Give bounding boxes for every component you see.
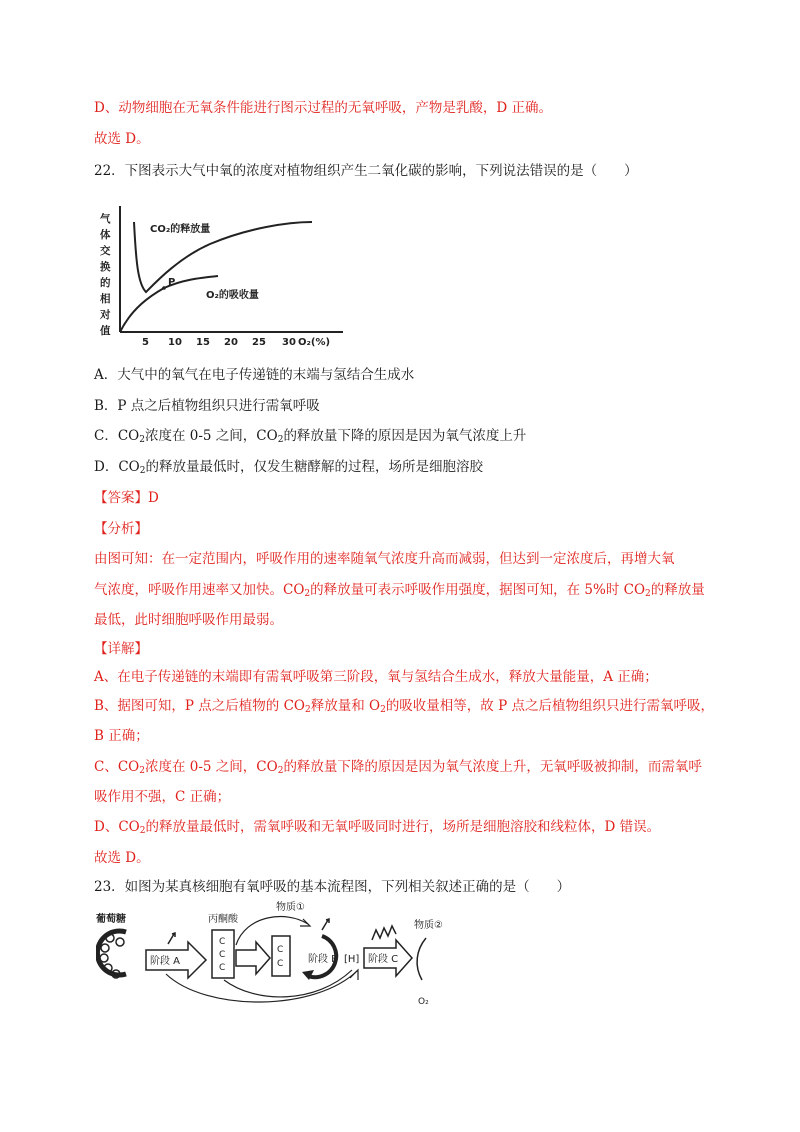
q22-detail-d: D、$CO_2$的释放量最低时，需氧呼吸和无氧呼吸同时进行，场所是细胞溶胶和线粒体，D 错误。 — [94, 819, 661, 836]
glucose-circle — [116, 938, 124, 946]
q23-figure — [96, 900, 456, 1010]
point-p — [162, 286, 166, 290]
prev-option-d-explanation: D、动物细胞在无氧条件能进行图示过程的无氧呼吸，产物是乳酸，D 正确。 — [94, 100, 552, 116]
q22-option-d: D．$CO_2$的释放量最低时，仅发生糖酵解的过程，场所是细胞溶胶 — [94, 459, 483, 476]
stage-a-spark — [168, 933, 175, 944]
q22-analysis-line3: 最低，此时细胞呼吸作用最弱。 — [94, 612, 283, 628]
stage-a-label: 阶段 A — [150, 956, 181, 967]
q22-conclusion: 故选 D。 — [94, 850, 150, 866]
glucose-circle — [100, 954, 108, 962]
h-label: [H] — [344, 954, 360, 965]
q22-detail-label: 【详解】 — [94, 641, 148, 657]
x-tick-label: 10 — [168, 337, 182, 348]
carbon-c: C — [277, 945, 284, 955]
q22-detail-a: A、在电子传递链的末端即有需氧呼吸第三阶段，氧与氢结合生成水，释放大量能量，A 正确； — [94, 669, 658, 685]
glucose-circle — [101, 944, 109, 952]
q22-analysis-line2: 气浓度，呼吸作用速率又加快。$CO_2$的释放量可表示呼吸作用强度，据图可知，在 5%时 $CO_2$的释放量 — [94, 582, 705, 599]
q22-option-c: C．$CO_2$浓度在 0-5 之间，$CO_2$的释放量下降的原因是因为氧气浓度上升 — [94, 428, 527, 445]
substance2-label: 物质② — [414, 920, 443, 931]
q22-detail-b: B、据图可知，P 点之后植物的 $CO_2$释放量和 $O_2$的吸收量相等，故 P 点之后植物组织只进行需氧呼吸， — [94, 698, 714, 715]
y-axis-label — [99, 212, 111, 337]
y-label-char: 换 — [100, 261, 111, 273]
q22-analysis-label: 【分析】 — [94, 521, 148, 537]
o2-label: O₂ — [418, 997, 429, 1007]
y-label-char: 的 — [100, 277, 111, 289]
y-label-char: 体 — [100, 229, 111, 241]
q22-detail-c-cont: 吸作用不强，C 正确； — [94, 789, 231, 805]
q22-stem: 22．下图表示大气中氧的浓度对植物组织产生二氧化碳的影响，下列说法错误的是（ ） — [94, 163, 638, 179]
x-axis-unit: O₂(%) — [298, 337, 331, 348]
point-p-label: P — [168, 277, 176, 288]
carbon-c: C — [219, 937, 226, 947]
glucose-label: 葡萄糖 — [96, 914, 126, 925]
substance2-curve — [417, 938, 426, 980]
x-tick-label: 20 — [224, 337, 238, 348]
y-label-char: 对 — [100, 309, 111, 321]
q22-option-b: B．P 点之后植物组织只进行需氧呼吸 — [94, 398, 320, 414]
x-tick-label: 15 — [196, 337, 210, 348]
stage-c-sparks — [372, 926, 396, 940]
q22-analysis-line1: 由图可知：在一定范围内，呼吸作用的速率随氧气浓度升高而减弱，但达到一定浓度后，再增大氧 — [94, 551, 675, 567]
co2-curve-label: CO₂的释放量 — [150, 224, 211, 235]
y-label-char: 交 — [100, 245, 111, 257]
y-label-char: 气 — [100, 213, 111, 225]
y-label-char: 值 — [100, 325, 111, 337]
to-stage-b-arrow — [236, 942, 270, 974]
q22-option-a: A．大气中的氧气在电子传递链的末端与氢结合生成水 — [94, 367, 415, 383]
o2-curve-label: O₂的吸收量 — [206, 290, 259, 301]
x-tick-label: 25 — [252, 337, 266, 348]
stage-c-label: 阶段 C — [368, 954, 399, 965]
q22-detail-b-cont: B 正确； — [94, 728, 149, 744]
carbon-c: C — [219, 963, 226, 973]
acetyl-box — [272, 936, 290, 976]
q23-stem: 23．如图为某真核细胞有氧呼吸的基本流程图，下列相关叙述正确的是（ ） — [94, 879, 571, 895]
x-tick-labels — [142, 337, 330, 348]
carbon-c: C — [219, 950, 226, 960]
prev-conclusion: 故选 D。 — [94, 131, 150, 147]
y-label-char: 相 — [100, 293, 111, 305]
q22-answer: 【答案】D — [94, 490, 159, 506]
substance1-label: 物质① — [276, 902, 305, 913]
x-tick-label: 5 — [142, 337, 149, 348]
carbon-c: C — [277, 959, 284, 969]
x-tick-label: 30 — [282, 337, 296, 348]
q22-figure — [98, 192, 358, 350]
q22-detail-c: C、$CO_2$浓度在 0-5 之间，$CO_2$的释放量下降的原因是因为氧气浓度上升，无氧呼吸被抑制，而需氧呼 — [94, 759, 702, 776]
pyruvate-label: 丙酮酸 — [208, 914, 238, 925]
stage-b-spark — [322, 919, 329, 930]
stage-b-label: 阶段 B — [308, 954, 339, 965]
